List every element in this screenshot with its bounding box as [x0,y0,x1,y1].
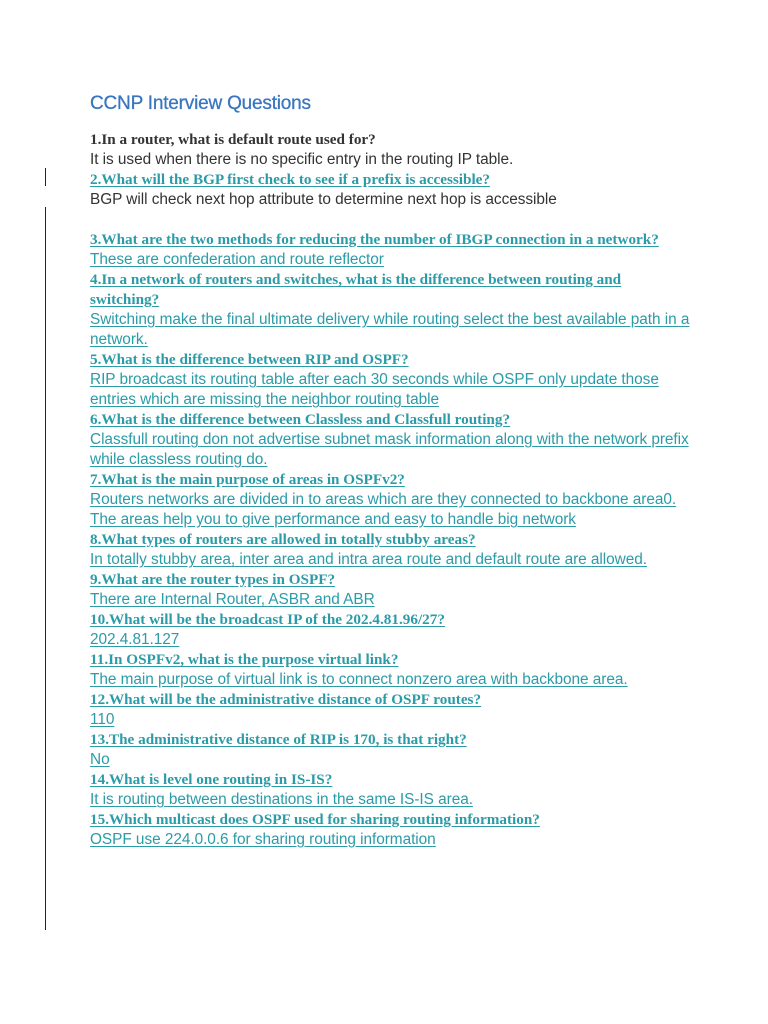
revision-bar-top [45,168,46,186]
question-4[interactable]: 4.In a network of routers and switches, what is the difference between routing and switching? [90,271,622,308]
answer-12[interactable]: 110 [90,711,115,728]
question-2[interactable]: 2.What will the BGP first check to see if a prefix is accessible? [90,171,491,188]
question-9[interactable]: 9.What are the router types in OSPF? [90,571,336,588]
qa-item-7 [90,470,690,530]
question-3[interactable]: 3.What are the two methods for reducing the number of IBGP connection in a network? [90,231,659,248]
document-body [90,90,690,850]
answer-15[interactable]: OSPF use 224.0.0.6 for sharing routing information [90,831,436,848]
qa-item-14 [90,770,690,810]
answer-5[interactable]: RIP broadcast its routing table after each 30 seconds while OSPF only update those entries which are missing the neighbor routing table [90,371,659,408]
answer-13[interactable]: No [90,751,110,768]
blank-line [90,210,690,230]
answer-4[interactable]: Switching make the final ultimate delivery while routing select the best available path in a network. [90,311,690,348]
qa-item-15 [90,810,690,850]
answer-14[interactable]: It is routing between destinations in the same IS-IS area. [90,791,473,808]
answer-6[interactable]: Classfull routing don not advertise subnet mask information along with the network prefix while classless routing do. [90,431,689,468]
question-1: 1.In a router, what is default route used for? [90,131,376,148]
qa-item-10 [90,610,690,650]
revision-bar-main [45,207,46,930]
qa-item-4 [90,270,690,350]
qa-item-6 [90,410,690,470]
answer-2: BGP will check next hop attribute to determine next hop is accessible [90,191,557,208]
answer-11[interactable]: The main purpose of virtual link is to connect nonzero area with backbone area. [90,671,628,688]
qa-item-13 [90,730,690,770]
answer-7[interactable]: Routers networks are divided in to areas which are they connected to backbone area0. The areas help you to give performance and easy to handle big network [90,491,677,528]
qa-item-11 [90,650,690,690]
question-10[interactable]: 10.What will be the broadcast IP of the 202.4.81.96/27? [90,611,445,628]
question-12[interactable]: 12.What will be the administrative distance of OSPF routes? [90,691,482,708]
question-6[interactable]: 6.What is the difference between Classless and Classfull routing? [90,411,511,428]
qa-item-5 [90,350,690,410]
question-13[interactable]: 13.The administrative distance of RIP is 170, is that right? [90,731,467,748]
question-15[interactable]: 15.Which multicast does OSPF used for sharing routing information? [90,811,540,828]
question-14[interactable]: 14.What is level one routing in IS-IS? [90,771,333,788]
answer-1: It is used when there is no specific entry in the routing IP table. [90,151,514,168]
qa-item-3 [90,230,690,270]
question-8[interactable]: 8.What types of routers are allowed in totally stubby areas? [90,531,476,548]
answer-9[interactable]: There are Internal Router, ASBR and ABR [90,591,375,608]
qa-item-2 [90,170,690,210]
qa-item-8 [90,530,690,570]
qa-item-12 [90,690,690,730]
answer-8[interactable]: In totally stubby area, inter area and intra area route and default route are allowed. [90,551,647,568]
qa-item-9 [90,570,690,610]
answer-10[interactable]: 202.4.81.127 [90,631,180,648]
question-5[interactable]: 5.What is the difference between RIP and OSPF? [90,351,409,368]
answer-3[interactable]: These are confederation and route reflector [90,251,384,268]
page-title: CCNP Interview Questions [90,93,311,114]
qa-item-1 [90,130,690,170]
question-7[interactable]: 7.What is the main purpose of areas in OSPFv2? [90,471,405,488]
question-11[interactable]: 11.In OSPFv2, what is the purpose virtual link? [90,651,399,668]
